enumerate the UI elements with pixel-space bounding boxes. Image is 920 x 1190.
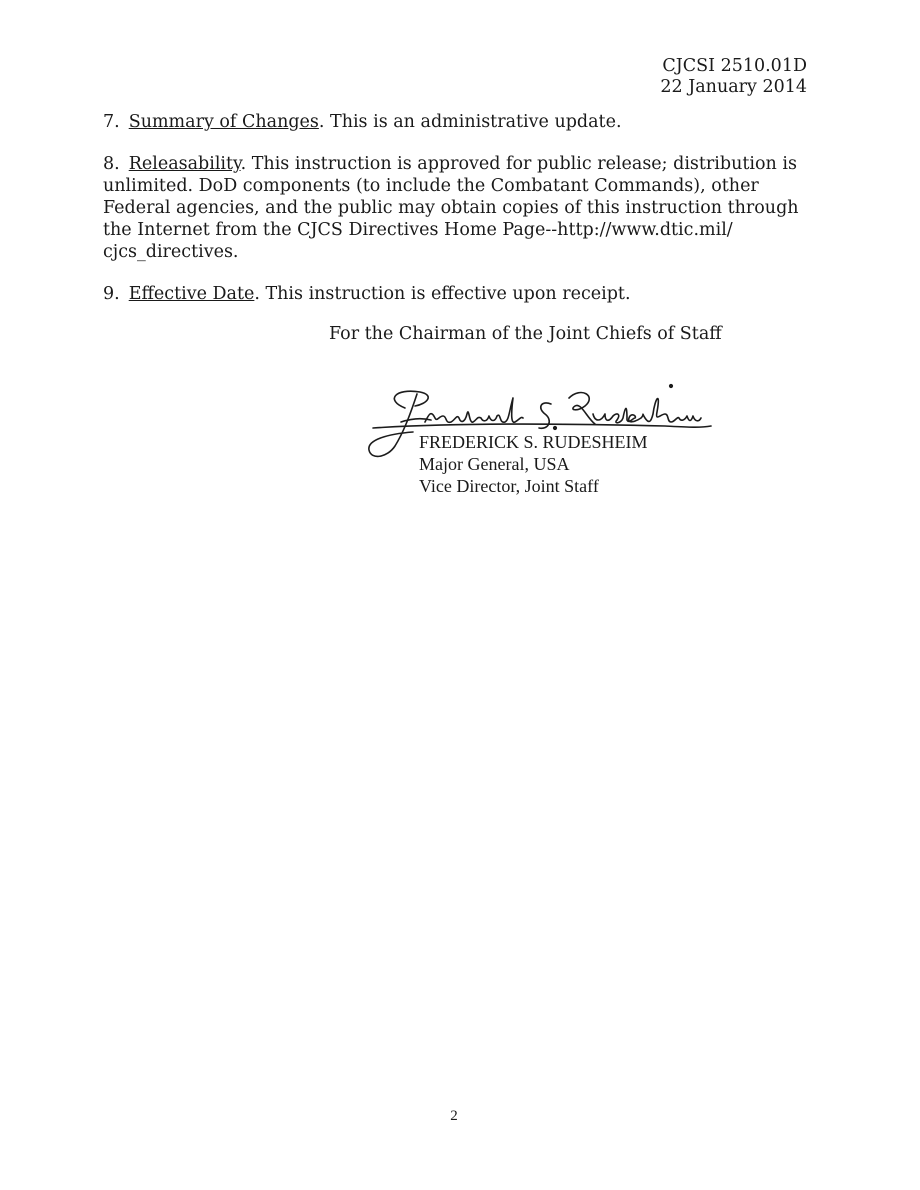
page-number: 2 xyxy=(450,1108,458,1124)
paragraph-number: 8. xyxy=(103,154,120,174)
signer-name: FREDERICK S. RUDESHEIM xyxy=(419,432,648,452)
for-chairman-line: For the Chairman of the Joint Chiefs of Staff xyxy=(329,324,722,344)
paragraph-text: . This instruction is effective upon receipt. xyxy=(254,284,631,304)
signer-rank: Major General, USA xyxy=(419,454,570,474)
paragraph-heading: Summary of Changes xyxy=(128,112,319,132)
paragraph-7 xyxy=(103,111,813,133)
paragraph-8 xyxy=(103,153,813,263)
document-number: CJCSI 2510.01D xyxy=(662,56,807,76)
paragraph-heading: Releasability xyxy=(128,154,241,174)
document-date: 22 January 2014 xyxy=(660,77,807,97)
signature-block xyxy=(419,431,648,497)
paragraph-9 xyxy=(103,283,813,305)
paragraph-number: 9. xyxy=(103,284,120,304)
document-header xyxy=(660,56,807,98)
paragraph-number: 7. xyxy=(103,112,120,132)
paragraph-heading: Effective Date xyxy=(128,284,255,304)
paragraph-text: . This is an administrative update. xyxy=(318,112,622,132)
paragraph-text: . This instruction is approved for public release; distribution is unlimited. DoD components (to include the Combatant Commands), other Federal agencies, and the public may obtain copies of this instruction through the Internet from the CJCS Directives Home Page--http://www.dtic.mil/ cjcs_directives. xyxy=(103,154,799,262)
signer-title: Vice Director, Joint Staff xyxy=(419,476,599,496)
